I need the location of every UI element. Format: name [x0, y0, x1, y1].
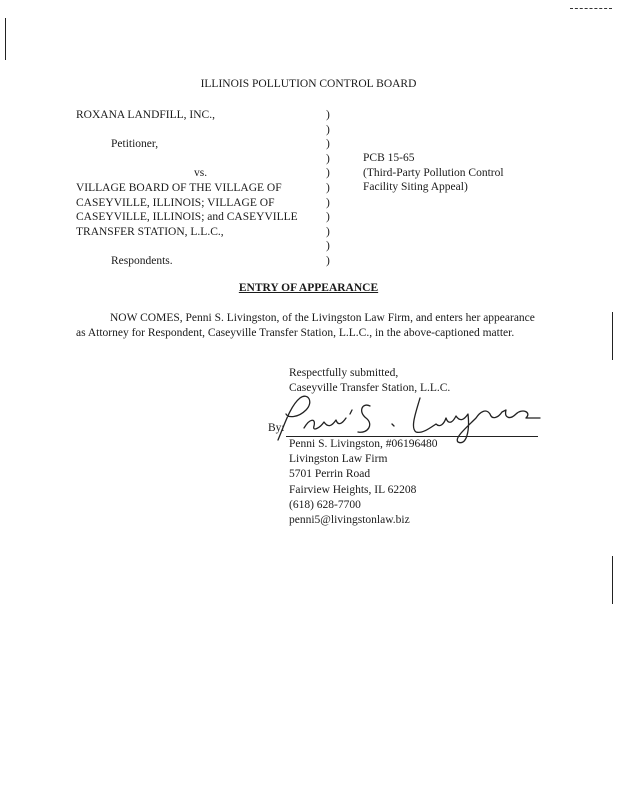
petitioner-name: ROXANA LANDFILL, INC., — [76, 109, 215, 121]
petitioner-label: Petitioner, — [111, 138, 159, 151]
paren: ) — [326, 196, 330, 209]
paren: ) — [326, 109, 330, 121]
respondent-line: CASEYVILLE, ILLINOIS; and CASEYVILLE — [76, 211, 298, 224]
scan-margin-mark — [5, 18, 6, 60]
caption-parties — [76, 108, 298, 269]
scan-margin-mark — [612, 556, 613, 604]
city-address: Fairview Heights, IL 62208 — [289, 483, 417, 496]
paren: ) — [326, 167, 330, 180]
paren: ) — [326, 152, 330, 165]
represented-party: Caseyville Transfer Station, L.L.C. — [289, 381, 451, 394]
case-type-line1: (Third-Party Pollution Control — [363, 166, 504, 179]
paren: ) — [326, 225, 330, 238]
document-heading: ENTRY OF APPEARANCE — [238, 282, 379, 294]
versus-label: vs. — [194, 167, 208, 180]
paren: ) — [326, 181, 330, 194]
paren: ) — [326, 211, 330, 224]
attorney-name: Penni S. Livingston, #06196480 — [289, 438, 438, 450]
by-label: By: — [268, 422, 285, 434]
case-type-line2: Facility Siting Appeal) — [363, 181, 468, 194]
paren: ) — [326, 254, 330, 267]
paren: ) — [326, 123, 330, 136]
respondent-line: CASEYVILLE, ILLINOIS; VILLAGE OF — [76, 196, 275, 209]
respondent-line: VILLAGE BOARD OF THE VILLAGE OF — [76, 181, 282, 194]
scan-margin-mark — [612, 312, 613, 360]
scan-top-rule — [570, 8, 612, 9]
paren: ) — [326, 138, 330, 151]
case-number: PCB 15-65 — [363, 152, 415, 164]
respondent-line: TRANSFER STATION, L.L.C., — [76, 225, 224, 238]
firm-name: Livingston Law Firm — [289, 453, 388, 466]
attorney-info — [289, 437, 438, 528]
case-info — [363, 151, 504, 195]
street-address: 5701 Perrin Road — [289, 468, 371, 481]
email: penni5@livingstonlaw.biz — [289, 514, 410, 527]
closing: Respectfully submitted, — [289, 367, 399, 379]
respondents-label: Respondents. — [111, 254, 173, 267]
paren: ) — [326, 240, 330, 253]
body-paragraph: NOW COMES, Penni S. Livingston, of the Livingston Law Firm, and enters her appearance as Attorney for Respondent, Caseyville Transfer Station, L.L.C., in the above-captioned matter. — [76, 312, 535, 339]
caption-parentheses — [326, 108, 330, 269]
phone: (618) 628-7700 — [289, 498, 361, 511]
board-title: ILLINOIS POLLUTION CONTROL BOARD — [200, 78, 417, 90]
